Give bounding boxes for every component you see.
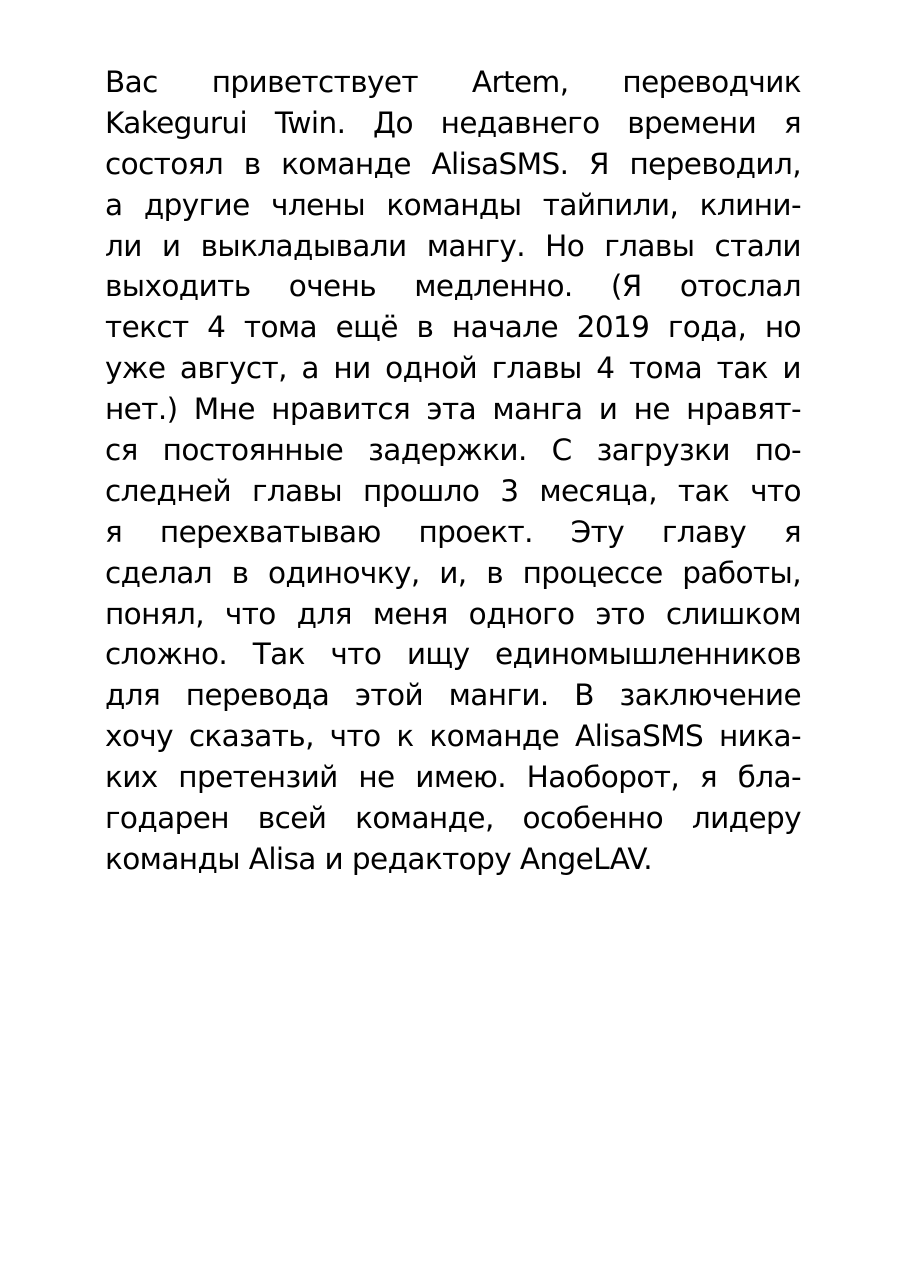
text-line: для перевода этой манги. В заключение	[105, 678, 801, 713]
text-line: а другие члены команды тайпили, клини-	[105, 187, 801, 222]
text-line: сложно. Так что ищу единомышленников	[105, 637, 801, 672]
text-line: я перехватываю проект. Эту главу я	[105, 514, 801, 549]
text-line: следней главы прошло 3 месяца, так что	[105, 473, 801, 508]
translator-note-paragraph	[105, 62, 801, 880]
text-line: выходить очень медленно. (Я отослал	[105, 269, 801, 304]
text-line: Вас приветствует Artem, переводчик	[105, 65, 801, 99]
text-line: состоял в команде AlisaSMS. Я переводил,	[105, 146, 801, 181]
text-line: хочу сказать, что к команде AlisaSMS ника-	[105, 719, 801, 754]
text-line: ся постоянные задержки. С загрузки по-	[105, 433, 801, 468]
text-line: Kakegurui Twin. До недавнего времени я	[105, 105, 801, 140]
text-line: команды Alisa и редактору AngeLAV.	[105, 841, 652, 876]
text-line: нет.) Мне нравится эта манга и не нравят-	[105, 392, 801, 427]
text-line: понял, что для меня одного это слишком	[105, 596, 801, 631]
text-line: ли и выкладывали мангу. Но главы стали	[105, 228, 801, 263]
text-line: годарен всей команде, особенно лидеру	[105, 801, 801, 836]
text-line: текст 4 тома ещё в начале 2019 года, но	[105, 310, 801, 345]
text-line: уже август, а ни одной главы 4 тома так и	[105, 351, 801, 386]
text-line: ких претензий не имею. Наоборот, я бла-	[105, 760, 801, 795]
text-line: сделал в одиночку, и, в процессе работы,	[105, 555, 801, 590]
